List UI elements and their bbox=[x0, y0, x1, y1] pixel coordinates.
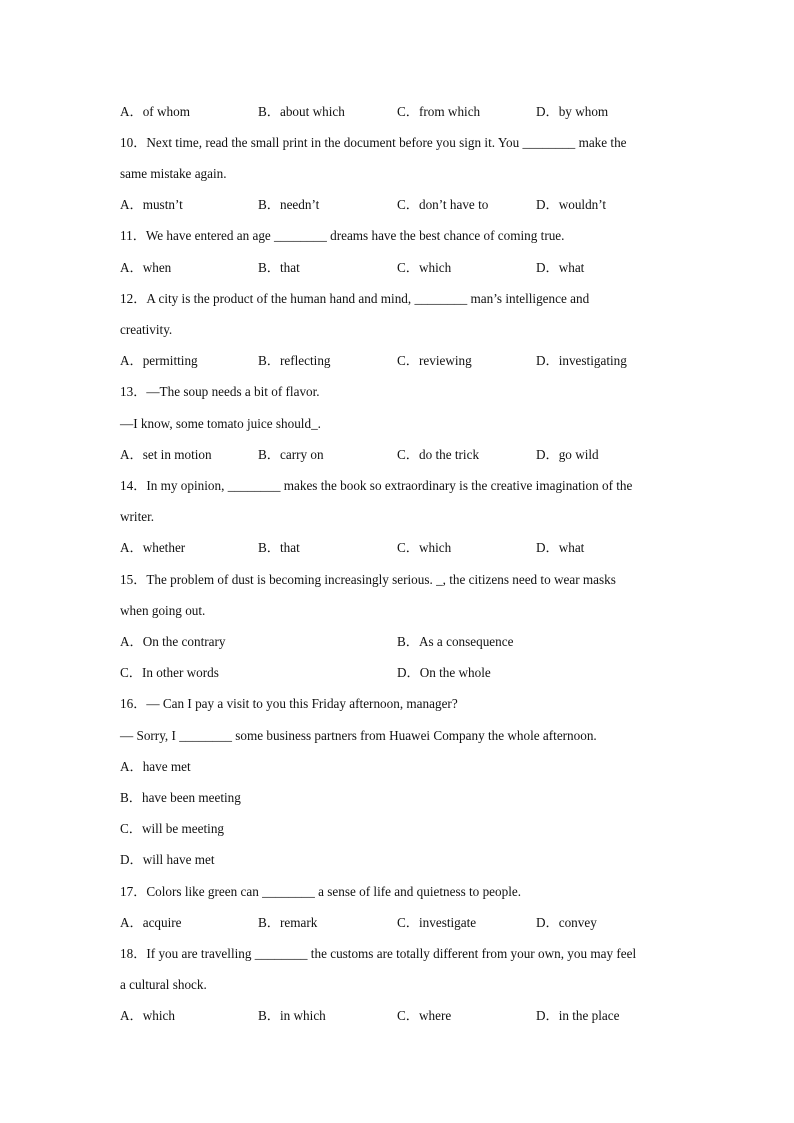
q16-stem-line-2: — Sorry, I ________ some business partners from Huawei Company the whole afternoon. bbox=[120, 728, 597, 743]
q10-option-c: C．don’t have to bbox=[397, 197, 489, 212]
q14-option-c: C．which bbox=[397, 540, 452, 555]
q14-stem-line-1: 14．In my opinion, ________ makes the book so extraordinary is the creative imagination of the bbox=[120, 478, 633, 493]
q14-option-b: B．that bbox=[258, 540, 300, 555]
q10-stem-line-2: same mistake again. bbox=[120, 166, 227, 181]
q9-option-a: A．of whom bbox=[120, 104, 190, 119]
q14-option-d: D．what bbox=[536, 540, 585, 555]
q17-option-d: D．convey bbox=[536, 915, 597, 930]
q15-option-b: B．As a consequence bbox=[397, 634, 514, 649]
q11-stem-line-1: 11．We have entered an age ________ dreams have the best chance of coming true. bbox=[120, 228, 565, 243]
q16-option-a: A．have met bbox=[120, 759, 191, 774]
q13-option-b: B．carry on bbox=[258, 447, 324, 462]
q16-option-c: C．will be meeting bbox=[120, 821, 225, 836]
q16-option-b: B．have been meeting bbox=[120, 790, 241, 805]
q11-option-d: D．what bbox=[536, 260, 585, 275]
q14-option-a: A．whether bbox=[120, 540, 186, 555]
q10-option-b: B．needn’t bbox=[258, 197, 320, 212]
q17-stem-line-1: 17．Colors like green can ________ a sense of life and quietness to people. bbox=[120, 884, 522, 899]
q10-option-a: A．mustn’t bbox=[120, 197, 183, 212]
q17-option-c: C．investigate bbox=[397, 915, 477, 930]
q18-option-a: A．which bbox=[120, 1008, 175, 1023]
q15-stem-line-2: when going out. bbox=[120, 603, 206, 618]
q14-stem-line-2: writer. bbox=[120, 509, 155, 524]
q16-option-d: D．will have met bbox=[120, 852, 215, 867]
q12-option-c: C．reviewing bbox=[397, 353, 472, 368]
q11-option-b: B．that bbox=[258, 260, 300, 275]
q12-option-b: B．reflecting bbox=[258, 353, 331, 368]
q17-option-b: B．remark bbox=[258, 915, 318, 930]
q18-option-d: D．in the place bbox=[536, 1008, 620, 1023]
q18-stem-line-2: a cultural shock. bbox=[120, 977, 207, 992]
q13-option-d: D．go wild bbox=[536, 447, 599, 462]
q15-option-a: A．On the contrary bbox=[120, 634, 226, 649]
q12-stem-line-1: 12．A city is the product of the human hand and mind, ________ man’s intelligence and bbox=[120, 291, 590, 306]
q16-stem-line-1: 16．— Can I pay a visit to you this Friday afternoon, manager? bbox=[120, 696, 458, 711]
q12-stem-line-2: creativity. bbox=[120, 322, 173, 337]
q13-stem-line-2: —I know, some tomato juice should_. bbox=[120, 416, 321, 431]
q9-option-c: C．from which bbox=[397, 104, 481, 119]
q12-option-a: A．permitting bbox=[120, 353, 198, 368]
q15-option-c: C．In other words bbox=[120, 665, 219, 680]
q15-stem-line-1: 15．The problem of dust is becoming increasingly serious. _, the citizens need to wear masks bbox=[120, 572, 616, 587]
q17-option-a: A．acquire bbox=[120, 915, 182, 930]
q18-option-b: B．in which bbox=[258, 1008, 326, 1023]
q10-stem-line-1: 10．Next time, read the small print in the document before you sign it. You ________ make the bbox=[120, 135, 627, 150]
q11-option-c: C．which bbox=[397, 260, 452, 275]
q12-option-d: D．investigating bbox=[536, 353, 627, 368]
q9-option-d: D．by whom bbox=[536, 104, 609, 119]
q10-option-d: D．wouldn’t bbox=[536, 197, 607, 212]
q15-option-d: D．On the whole bbox=[397, 665, 491, 680]
q18-option-c: C．where bbox=[397, 1008, 452, 1023]
q13-stem-line-1: 13．—The soup needs a bit of flavor. bbox=[120, 384, 320, 399]
q13-option-a: A．set in motion bbox=[120, 447, 212, 462]
q18-stem-line-1: 18．If you are travelling ________ the customs are totally different from your own, you may feel bbox=[120, 946, 637, 961]
q11-option-a: A．when bbox=[120, 260, 172, 275]
q9-option-b: B．about which bbox=[258, 104, 345, 119]
q13-option-c: C．do the trick bbox=[397, 447, 480, 462]
